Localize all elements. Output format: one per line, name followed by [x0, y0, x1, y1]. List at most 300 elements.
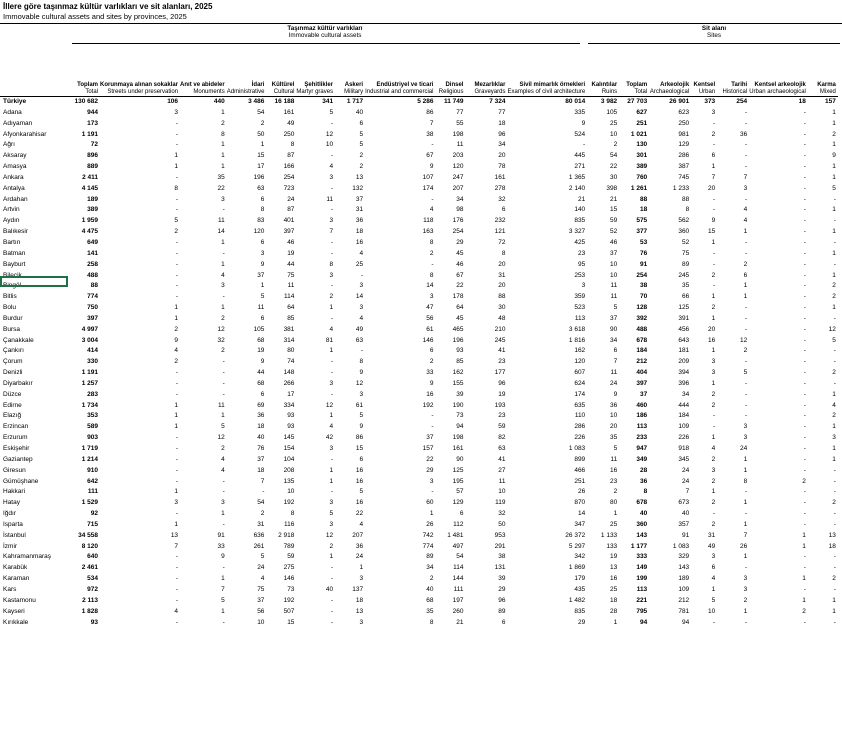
- value-cell[interactable]: 1: [832, 390, 836, 398]
- value-cell[interactable]: 5 297: [568, 542, 586, 550]
- value-cell[interactable]: -: [745, 314, 748, 322]
- value-cell[interactable]: 1 214: [81, 455, 98, 463]
- value-cell[interactable]: 5: [260, 293, 265, 301]
- value-cell[interactable]: 209: [678, 358, 690, 366]
- value-cell[interactable]: 189: [87, 195, 98, 203]
- value-cell[interactable]: 36: [739, 130, 748, 138]
- value-cell[interactable]: 5: [613, 445, 618, 452]
- value-cell[interactable]: 32: [498, 195, 506, 203]
- value-cell[interactable]: 7 324: [489, 98, 506, 105]
- value-cell[interactable]: 1 261: [630, 184, 648, 192]
- value-cell[interactable]: 1: [221, 607, 225, 615]
- value-cell[interactable]: 947: [636, 445, 648, 452]
- value-cell[interactable]: 347: [574, 520, 586, 528]
- value-cell[interactable]: 37: [639, 390, 648, 398]
- value-cell[interactable]: 8: [429, 271, 434, 279]
- value-cell[interactable]: 12: [828, 325, 836, 333]
- value-cell[interactable]: 3: [429, 477, 434, 485]
- value-cell[interactable]: 335: [574, 108, 586, 116]
- value-cell[interactable]: 189: [678, 575, 690, 583]
- value-cell[interactable]: -: [833, 553, 836, 561]
- province-name-cell[interactable]: Hakkari: [3, 488, 26, 496]
- value-cell[interactable]: 90: [456, 455, 464, 463]
- value-cell[interactable]: -: [803, 390, 806, 398]
- value-cell[interactable]: -: [803, 195, 806, 203]
- value-cell[interactable]: 4: [221, 271, 225, 279]
- value-cell[interactable]: -: [803, 520, 806, 528]
- value-cell[interactable]: 896: [87, 152, 98, 160]
- value-cell[interactable]: 1: [221, 163, 225, 171]
- value-cell[interactable]: 673: [678, 499, 690, 507]
- value-cell[interactable]: 6: [743, 271, 748, 279]
- value-cell[interactable]: 20: [498, 152, 506, 160]
- value-cell[interactable]: 524: [574, 130, 586, 138]
- value-cell[interactable]: 903: [87, 434, 98, 442]
- value-cell[interactable]: 5: [359, 412, 364, 420]
- value-cell[interactable]: 329: [678, 553, 690, 561]
- province-name-cell[interactable]: Antalya: [3, 184, 25, 192]
- value-cell[interactable]: 972: [87, 585, 98, 593]
- value-cell[interactable]: 30: [609, 173, 618, 181]
- value-cell[interactable]: 1: [221, 238, 225, 246]
- value-cell[interactable]: -: [803, 141, 806, 149]
- value-cell[interactable]: 247: [452, 173, 464, 181]
- value-cell[interactable]: 5: [613, 304, 618, 312]
- province-name-cell[interactable]: İzmir: [3, 542, 18, 550]
- value-cell[interactable]: -: [803, 130, 806, 138]
- value-cell[interactable]: 283: [87, 390, 98, 398]
- value-cell[interactable]: 1: [174, 423, 179, 431]
- value-cell[interactable]: -: [713, 423, 716, 431]
- value-cell[interactable]: 1: [711, 314, 716, 322]
- value-cell[interactable]: 195: [452, 477, 464, 485]
- value-cell[interactable]: 4: [174, 347, 179, 355]
- value-cell[interactable]: 68: [426, 596, 434, 604]
- value-cell[interactable]: 1 365: [568, 173, 586, 181]
- value-cell[interactable]: 40: [257, 434, 265, 442]
- value-cell[interactable]: -: [175, 238, 179, 246]
- value-cell[interactable]: -: [803, 499, 806, 507]
- value-cell[interactable]: 93: [287, 423, 295, 431]
- value-cell[interactable]: 291: [494, 542, 506, 550]
- value-cell[interactable]: -: [803, 618, 806, 626]
- value-cell[interactable]: 55: [456, 119, 464, 127]
- value-cell[interactable]: 1: [832, 206, 836, 214]
- value-cell[interactable]: -: [745, 325, 748, 333]
- value-cell[interactable]: 5: [359, 141, 364, 149]
- value-cell[interactable]: 781: [678, 607, 690, 615]
- value-cell[interactable]: -: [745, 108, 748, 116]
- value-cell[interactable]: 161: [494, 173, 506, 181]
- value-cell[interactable]: 381: [283, 325, 295, 333]
- value-cell[interactable]: 74: [287, 358, 295, 366]
- value-cell[interactable]: 1: [221, 260, 225, 268]
- value-cell[interactable]: -: [431, 423, 434, 431]
- value-cell[interactable]: 1: [329, 412, 334, 420]
- value-cell[interactable]: 16: [355, 477, 364, 485]
- value-cell[interactable]: 41: [498, 347, 506, 355]
- province-name-cell[interactable]: Bartın: [3, 238, 21, 246]
- value-cell[interactable]: -: [431, 488, 434, 496]
- value-cell[interactable]: -: [803, 423, 806, 431]
- value-cell[interactable]: 54: [257, 499, 265, 507]
- value-cell[interactable]: 750: [87, 304, 98, 312]
- value-cell[interactable]: 4: [260, 575, 265, 583]
- value-cell[interactable]: 3: [359, 390, 364, 398]
- province-name-cell[interactable]: Adana: [3, 108, 22, 116]
- province-name-cell[interactable]: Çorum: [3, 358, 23, 366]
- value-cell[interactable]: 1 191: [81, 369, 98, 377]
- value-cell[interactable]: 3: [329, 379, 334, 387]
- value-cell[interactable]: 8: [685, 206, 690, 214]
- value-cell[interactable]: -: [803, 228, 806, 236]
- value-cell[interactable]: 1 133: [600, 531, 618, 539]
- value-cell[interactable]: 1: [832, 607, 836, 615]
- value-cell[interactable]: 11: [217, 217, 225, 225]
- value-cell[interactable]: 212: [636, 358, 648, 366]
- value-cell[interactable]: 14: [426, 282, 434, 290]
- value-cell[interactable]: 113: [574, 314, 586, 322]
- value-cell[interactable]: 24: [609, 379, 618, 387]
- value-cell[interactable]: 36: [609, 401, 618, 409]
- value-cell[interactable]: 9: [429, 163, 434, 171]
- value-cell[interactable]: -: [713, 119, 716, 127]
- value-cell[interactable]: -: [803, 369, 806, 377]
- value-cell[interactable]: 70: [639, 293, 648, 301]
- value-cell[interactable]: 10: [707, 607, 716, 615]
- value-cell[interactable]: 38: [639, 282, 648, 290]
- value-cell[interactable]: 34: [681, 390, 690, 398]
- value-cell[interactable]: 1 719: [81, 445, 98, 452]
- province-name-cell[interactable]: Karabük: [3, 564, 28, 572]
- value-cell[interactable]: 18: [257, 466, 265, 474]
- value-cell[interactable]: 53: [639, 238, 648, 246]
- value-cell[interactable]: 88: [681, 195, 690, 203]
- value-cell[interactable]: 3: [221, 499, 225, 507]
- value-cell[interactable]: 251: [636, 119, 648, 127]
- value-cell[interactable]: 48: [498, 314, 506, 322]
- value-cell[interactable]: 104: [283, 455, 295, 463]
- value-cell[interactable]: -: [803, 314, 806, 322]
- value-cell[interactable]: 52: [681, 238, 690, 246]
- value-cell[interactable]: -: [175, 293, 179, 301]
- value-cell[interactable]: 870: [574, 499, 586, 507]
- value-cell[interactable]: 4: [711, 445, 716, 452]
- value-cell[interactable]: -: [803, 206, 806, 214]
- value-cell[interactable]: 197: [452, 596, 464, 604]
- value-cell[interactable]: 35: [609, 434, 618, 442]
- value-cell[interactable]: 15: [609, 206, 618, 214]
- value-cell[interactable]: -: [360, 347, 364, 355]
- value-cell[interactable]: 29: [498, 585, 506, 593]
- value-cell[interactable]: 36: [355, 217, 364, 225]
- value-cell[interactable]: -: [330, 206, 334, 214]
- value-cell[interactable]: -: [330, 184, 334, 192]
- value-cell[interactable]: 29: [456, 238, 464, 246]
- value-cell[interactable]: 39: [498, 575, 506, 583]
- value-cell[interactable]: 1: [832, 304, 836, 312]
- value-cell[interactable]: 181: [678, 347, 690, 355]
- value-cell[interactable]: 6: [260, 314, 265, 322]
- province-name-cell[interactable]: Isparta: [3, 520, 23, 528]
- value-cell[interactable]: -: [833, 195, 836, 203]
- value-cell[interactable]: 8: [643, 488, 648, 496]
- value-cell[interactable]: 8: [743, 477, 748, 485]
- value-cell[interactable]: 425: [574, 238, 586, 246]
- province-name-cell[interactable]: Amasya: [3, 163, 27, 171]
- value-cell[interactable]: 9: [174, 336, 179, 344]
- value-cell[interactable]: 4: [743, 217, 748, 225]
- value-cell[interactable]: 251: [574, 477, 586, 485]
- value-cell[interactable]: 301: [636, 152, 648, 160]
- value-cell[interactable]: 10: [498, 488, 506, 496]
- value-cell[interactable]: 8 120: [81, 542, 98, 550]
- value-cell[interactable]: 2: [832, 499, 836, 507]
- value-cell[interactable]: 61: [426, 325, 434, 333]
- value-cell[interactable]: 456: [678, 325, 690, 333]
- value-cell[interactable]: 3: [743, 423, 748, 431]
- province-name-cell[interactable]: Elazığ: [3, 412, 22, 420]
- value-cell[interactable]: 3: [359, 282, 364, 290]
- value-cell[interactable]: 1 177: [630, 542, 648, 550]
- value-cell[interactable]: 953: [494, 531, 506, 539]
- value-cell[interactable]: -: [175, 455, 179, 463]
- value-cell[interactable]: 260: [452, 607, 464, 615]
- value-cell[interactable]: 2 411: [82, 173, 98, 181]
- value-cell[interactable]: 1 959: [81, 217, 98, 225]
- value-cell[interactable]: 140: [574, 206, 586, 214]
- value-cell[interactable]: 34: [498, 141, 506, 149]
- province-name-cell[interactable]: Iğdır: [3, 510, 17, 518]
- value-cell[interactable]: 40: [639, 510, 648, 518]
- value-cell[interactable]: 910: [87, 466, 98, 474]
- value-cell[interactable]: 649: [87, 238, 98, 246]
- value-cell[interactable]: 1: [832, 163, 836, 171]
- value-cell[interactable]: 3: [743, 575, 748, 583]
- value-cell[interactable]: 149: [636, 564, 648, 572]
- value-cell[interactable]: 1: [743, 607, 748, 615]
- value-cell[interactable]: 8: [174, 184, 179, 192]
- value-cell[interactable]: 5: [832, 336, 836, 344]
- value-cell[interactable]: 10: [609, 260, 618, 268]
- value-cell[interactable]: 1: [221, 108, 225, 116]
- province-name-cell[interactable]: Türkiye: [3, 98, 27, 105]
- value-cell[interactable]: 6: [359, 119, 364, 127]
- value-cell[interactable]: 90: [609, 325, 618, 333]
- value-cell[interactable]: 589: [87, 423, 98, 431]
- value-cell[interactable]: 1: [802, 596, 806, 604]
- value-cell[interactable]: 75: [257, 585, 265, 593]
- value-cell[interactable]: 2: [832, 412, 836, 420]
- value-cell[interactable]: 20: [707, 184, 716, 192]
- value-cell[interactable]: -: [803, 379, 806, 387]
- value-cell[interactable]: 3: [711, 108, 716, 116]
- value-cell[interactable]: 23: [498, 412, 506, 420]
- value-cell[interactable]: 349: [636, 455, 648, 463]
- value-cell[interactable]: 3: [581, 282, 586, 290]
- value-cell[interactable]: 1: [174, 401, 179, 409]
- value-cell[interactable]: 3: [743, 184, 748, 192]
- value-cell[interactable]: 1: [429, 510, 434, 518]
- value-cell[interactable]: 341: [322, 98, 334, 105]
- value-cell[interactable]: 22: [217, 184, 225, 192]
- value-cell[interactable]: 146: [422, 336, 434, 344]
- value-cell[interactable]: 26 372: [565, 531, 586, 539]
- value-cell[interactable]: 162: [574, 347, 586, 355]
- value-cell[interactable]: 77: [498, 108, 506, 116]
- value-cell[interactable]: 120: [574, 358, 586, 366]
- value-cell[interactable]: -: [330, 618, 334, 626]
- value-cell[interactable]: 31: [707, 531, 716, 539]
- value-cell[interactable]: 899: [574, 455, 586, 463]
- value-cell[interactable]: 9: [711, 217, 716, 225]
- province-name-cell[interactable]: Bingöl: [3, 282, 22, 290]
- value-cell[interactable]: 258: [87, 260, 98, 268]
- value-cell[interactable]: -: [175, 390, 179, 398]
- value-cell[interactable]: 88: [90, 282, 98, 290]
- value-cell[interactable]: -: [330, 314, 334, 322]
- value-cell[interactable]: 54: [456, 553, 464, 561]
- province-name-cell[interactable]: Ağrı: [3, 141, 15, 149]
- value-cell[interactable]: 11: [610, 455, 618, 463]
- value-cell[interactable]: 91: [639, 260, 648, 268]
- value-cell[interactable]: 77: [456, 108, 464, 116]
- value-cell[interactable]: 34: [609, 336, 618, 344]
- value-cell[interactable]: 89: [426, 553, 434, 561]
- province-name-cell[interactable]: Burdur: [3, 314, 23, 322]
- value-cell[interactable]: 392: [636, 314, 648, 322]
- value-cell[interactable]: 73: [456, 412, 464, 420]
- value-cell[interactable]: 2: [743, 596, 748, 604]
- province-name-cell[interactable]: Afyonkarahisar: [3, 130, 47, 138]
- value-cell[interactable]: 63: [257, 184, 265, 192]
- value-cell[interactable]: 4: [743, 206, 748, 214]
- value-cell[interactable]: 67: [456, 271, 464, 279]
- value-cell[interactable]: 3: [329, 499, 334, 507]
- value-cell[interactable]: 5: [221, 423, 225, 431]
- value-cell[interactable]: -: [833, 217, 836, 225]
- value-cell[interactable]: 20: [498, 260, 506, 268]
- value-cell[interactable]: 7: [743, 173, 748, 181]
- value-cell[interactable]: -: [833, 520, 836, 528]
- value-cell[interactable]: 1: [174, 520, 179, 528]
- value-cell[interactable]: 135: [283, 477, 295, 485]
- value-cell[interactable]: 61: [355, 401, 364, 409]
- value-cell[interactable]: 18: [609, 596, 618, 604]
- value-cell[interactable]: 286: [574, 423, 586, 431]
- value-cell[interactable]: 14: [577, 510, 586, 518]
- value-cell[interactable]: 37: [257, 596, 265, 604]
- value-cell[interactable]: 1: [832, 119, 836, 127]
- value-cell[interactable]: 460: [636, 401, 648, 409]
- province-name-cell[interactable]: Batman: [3, 249, 26, 257]
- value-cell[interactable]: 1: [221, 510, 225, 518]
- province-name-cell[interactable]: Kastamonu: [3, 596, 36, 604]
- value-cell[interactable]: -: [175, 477, 179, 485]
- value-cell[interactable]: 66: [681, 293, 690, 301]
- value-cell[interactable]: 10: [287, 488, 295, 496]
- value-cell[interactable]: 24: [739, 445, 748, 452]
- value-cell[interactable]: 7: [429, 119, 434, 127]
- value-cell[interactable]: 1: [221, 575, 225, 583]
- value-cell[interactable]: 1: [743, 455, 748, 463]
- value-cell[interactable]: -: [745, 412, 748, 420]
- value-cell[interactable]: 25: [609, 585, 618, 593]
- value-cell[interactable]: -: [222, 564, 225, 572]
- value-cell[interactable]: 54: [609, 152, 618, 160]
- value-cell[interactable]: 19: [287, 249, 295, 257]
- value-cell[interactable]: -: [803, 249, 806, 257]
- value-cell[interactable]: 44: [257, 369, 265, 377]
- value-cell[interactable]: 3 004: [81, 336, 98, 344]
- value-cell[interactable]: 466: [574, 466, 586, 474]
- value-cell[interactable]: 29: [577, 618, 586, 626]
- value-cell[interactable]: 2: [221, 347, 225, 355]
- value-cell[interactable]: 37: [609, 314, 618, 322]
- value-cell[interactable]: 109: [678, 423, 690, 431]
- province-name-cell[interactable]: Aydın: [3, 217, 20, 225]
- value-cell[interactable]: 184: [636, 347, 648, 355]
- value-cell[interactable]: -: [833, 564, 836, 572]
- value-cell[interactable]: 440: [213, 98, 225, 105]
- value-cell[interactable]: 128: [636, 304, 648, 312]
- value-cell[interactable]: 157: [825, 98, 836, 105]
- value-cell[interactable]: -: [745, 141, 748, 149]
- value-cell[interactable]: 15: [287, 618, 295, 626]
- value-cell[interactable]: 889: [87, 163, 98, 171]
- value-cell[interactable]: 157: [422, 445, 434, 452]
- value-cell[interactable]: 112: [453, 520, 464, 528]
- value-cell[interactable]: -: [745, 401, 748, 409]
- value-cell[interactable]: 2: [711, 390, 716, 398]
- value-cell[interactable]: 404: [636, 369, 648, 377]
- value-cell[interactable]: 1: [832, 108, 836, 116]
- value-cell[interactable]: 1: [832, 445, 836, 452]
- value-cell[interactable]: 2: [613, 488, 618, 496]
- value-cell[interactable]: 12: [325, 401, 334, 409]
- value-cell[interactable]: 3: [221, 195, 225, 203]
- value-cell[interactable]: 398: [606, 184, 618, 192]
- value-cell[interactable]: -: [330, 607, 334, 615]
- value-cell[interactable]: 387: [678, 163, 690, 171]
- value-cell[interactable]: 624: [574, 379, 586, 387]
- value-cell[interactable]: 389: [87, 206, 98, 214]
- value-cell[interactable]: 15: [355, 445, 364, 452]
- province-name-cell[interactable]: Erzincan: [3, 423, 29, 431]
- value-cell[interactable]: 7: [221, 585, 225, 593]
- value-cell[interactable]: 96: [498, 596, 506, 604]
- value-cell[interactable]: 121: [494, 228, 506, 236]
- value-cell[interactable]: 1 482: [568, 596, 586, 604]
- value-cell[interactable]: 20: [707, 325, 716, 333]
- value-cell[interactable]: 29: [426, 466, 434, 474]
- value-cell[interactable]: 113: [636, 423, 648, 431]
- value-cell[interactable]: -: [175, 466, 179, 474]
- value-cell[interactable]: -: [330, 249, 334, 257]
- value-cell[interactable]: -: [330, 455, 334, 463]
- value-cell[interactable]: 1: [832, 249, 836, 257]
- value-cell[interactable]: 22: [426, 455, 434, 463]
- value-cell[interactable]: 25: [609, 520, 618, 528]
- value-cell[interactable]: 37: [355, 195, 364, 203]
- value-cell[interactable]: 76: [639, 249, 648, 257]
- value-cell[interactable]: -: [745, 152, 748, 160]
- value-cell[interactable]: 22: [609, 163, 618, 171]
- value-cell[interactable]: -: [803, 455, 806, 463]
- value-cell[interactable]: 2: [613, 141, 618, 149]
- value-cell[interactable]: 19: [498, 390, 506, 398]
- value-cell[interactable]: 1 257: [81, 379, 98, 387]
